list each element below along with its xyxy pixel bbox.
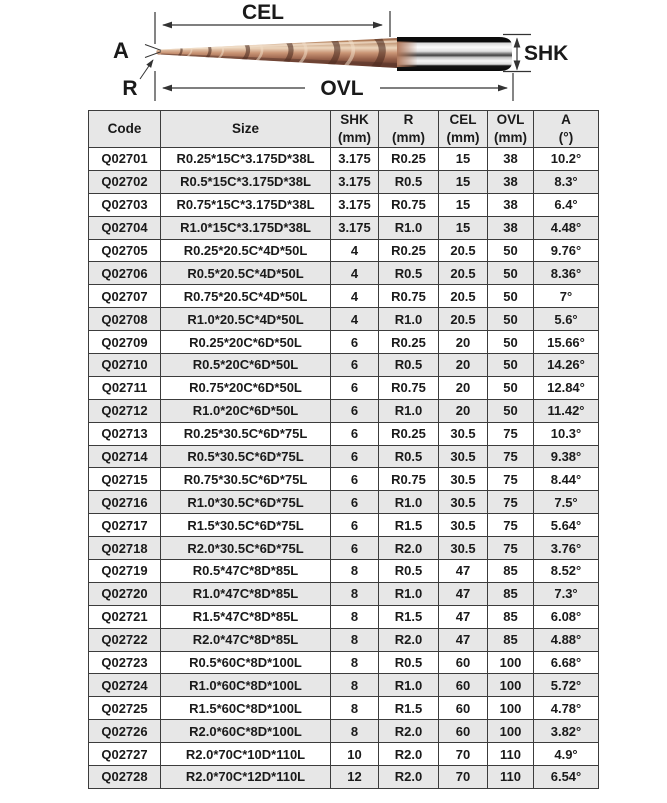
cell-size: R0.5*47C*8D*85L <box>161 560 331 583</box>
cell-shk: 6 <box>331 537 379 560</box>
cell-code: Q02725 <box>89 697 161 720</box>
cell-cel: 70 <box>439 766 488 789</box>
cell-size: R2.0*60C*8D*100L <box>161 720 331 743</box>
cell-a: 6.08° <box>534 605 599 628</box>
table-row <box>89 285 599 308</box>
cell-ovl: 100 <box>488 720 534 743</box>
table-row <box>89 354 599 377</box>
cell-r: R2.0 <box>379 743 439 766</box>
cell-shk: 8 <box>331 651 379 674</box>
cell-size: R0.25*15C*3.175D*38L <box>161 148 331 171</box>
cell-cel: 15 <box>439 216 488 239</box>
cell-a: 7.5° <box>534 491 599 514</box>
table-row <box>89 308 599 331</box>
cell-ovl: 50 <box>488 285 534 308</box>
cell-r: R2.0 <box>379 766 439 789</box>
cell-code: Q02709 <box>89 331 161 354</box>
table-row <box>89 468 599 491</box>
cell-shk: 3.175 <box>331 216 379 239</box>
cell-a: 14.26° <box>534 354 599 377</box>
cell-size: R1.0*20C*6D*50L <box>161 399 331 422</box>
cell-r: R1.5 <box>379 697 439 720</box>
cell-cel: 30.5 <box>439 491 488 514</box>
cell-size: R1.5*30.5C*6D*75L <box>161 514 331 537</box>
cell-shk: 8 <box>331 560 379 583</box>
cell-shk: 8 <box>331 674 379 697</box>
cell-r: R0.75 <box>379 285 439 308</box>
cell-ovl: 50 <box>488 376 534 399</box>
cell-r: R0.5 <box>379 445 439 468</box>
cell-cel: 20 <box>439 354 488 377</box>
cell-code: Q02721 <box>89 605 161 628</box>
cell-ovl: 100 <box>488 674 534 697</box>
cell-size: R2.0*47C*8D*85L <box>161 628 331 651</box>
cell-cel: 47 <box>439 605 488 628</box>
cell-code: Q02701 <box>89 148 161 171</box>
cell-cel: 20.5 <box>439 262 488 285</box>
cell-shk: 6 <box>331 354 379 377</box>
cell-ovl: 110 <box>488 766 534 789</box>
cell-code: Q02724 <box>89 674 161 697</box>
table-row <box>89 399 599 422</box>
cell-size: R0.75*20.5C*4D*50L <box>161 285 331 308</box>
table-row <box>89 491 599 514</box>
cell-ovl: 75 <box>488 468 534 491</box>
cell-ovl: 75 <box>488 445 534 468</box>
table-row <box>89 193 599 216</box>
cell-size: R1.0*20.5C*4D*50L <box>161 308 331 331</box>
cell-a: 11.42° <box>534 399 599 422</box>
cell-r: R1.0 <box>379 308 439 331</box>
cell-a: 5.72° <box>534 674 599 697</box>
cell-cel: 60 <box>439 651 488 674</box>
cell-shk: 6 <box>331 491 379 514</box>
cell-a: 8.52° <box>534 560 599 583</box>
cell-a: 4.88° <box>534 628 599 651</box>
spec-table-container <box>88 110 598 789</box>
cell-a: 4.48° <box>534 216 599 239</box>
cell-r: R0.5 <box>379 170 439 193</box>
cell-a: 9.38° <box>534 445 599 468</box>
table-row <box>89 445 599 468</box>
spec-table-body <box>89 148 599 789</box>
cell-r: R0.5 <box>379 354 439 377</box>
cell-ovl: 100 <box>488 651 534 674</box>
cell-size: R1.5*47C*8D*85L <box>161 605 331 628</box>
cell-size: R0.5*30.5C*6D*75L <box>161 445 331 468</box>
cell-size: R0.25*20.5C*4D*50L <box>161 239 331 262</box>
cell-ovl: 38 <box>488 216 534 239</box>
cell-cel: 20.5 <box>439 285 488 308</box>
cell-a: 10.2° <box>534 148 599 171</box>
cell-ovl: 50 <box>488 399 534 422</box>
cell-a: 8.3° <box>534 170 599 193</box>
cell-ovl: 38 <box>488 170 534 193</box>
cell-code: Q02712 <box>89 399 161 422</box>
cell-cel: 47 <box>439 628 488 651</box>
cell-shk: 12 <box>331 766 379 789</box>
cell-code: Q02722 <box>89 628 161 651</box>
cell-shk: 4 <box>331 239 379 262</box>
cell-shk: 6 <box>331 376 379 399</box>
cell-shk: 3.175 <box>331 170 379 193</box>
cell-r: R0.25 <box>379 239 439 262</box>
cell-r: R0.5 <box>379 262 439 285</box>
cell-ovl: 100 <box>488 697 534 720</box>
r-label: R <box>122 77 138 100</box>
cell-cel: 60 <box>439 697 488 720</box>
header-shk: SHK (mm) <box>331 111 379 148</box>
cell-code: Q02713 <box>89 422 161 445</box>
a-label: A <box>113 38 129 63</box>
cell-size: R1.0*60C*8D*100L <box>161 674 331 697</box>
cell-shk: 8 <box>331 582 379 605</box>
header-ovl: OVL (mm) <box>488 111 534 148</box>
shank-junction-copper-band <box>397 42 417 68</box>
r-leader-arrow <box>140 60 153 79</box>
table-row <box>89 720 599 743</box>
cell-size: R1.0*30.5C*6D*75L <box>161 491 331 514</box>
cell-code: Q02718 <box>89 537 161 560</box>
cell-ovl: 85 <box>488 628 534 651</box>
header-size: Size <box>161 111 331 148</box>
cell-a: 10.3° <box>534 422 599 445</box>
cell-r: R0.5 <box>379 560 439 583</box>
cell-a: 7.3° <box>534 582 599 605</box>
cell-ovl: 75 <box>488 537 534 560</box>
cell-cel: 30.5 <box>439 422 488 445</box>
cell-shk: 6 <box>331 399 379 422</box>
cell-a: 3.76° <box>534 537 599 560</box>
cell-r: R2.0 <box>379 537 439 560</box>
cell-code: Q02708 <box>89 308 161 331</box>
spec-table <box>88 110 599 789</box>
table-row <box>89 514 599 537</box>
cell-cel: 15 <box>439 193 488 216</box>
table-row <box>89 239 599 262</box>
cell-r: R0.5 <box>379 651 439 674</box>
cell-a: 5.6° <box>534 308 599 331</box>
cell-code: Q02727 <box>89 743 161 766</box>
cell-shk: 4 <box>331 262 379 285</box>
cell-ovl: 85 <box>488 582 534 605</box>
table-row <box>89 560 599 583</box>
cell-ovl: 50 <box>488 308 534 331</box>
cell-shk: 4 <box>331 285 379 308</box>
cell-cel: 30.5 <box>439 445 488 468</box>
cell-a: 4.78° <box>534 697 599 720</box>
table-row <box>89 697 599 720</box>
cell-shk: 6 <box>331 445 379 468</box>
cell-r: R0.25 <box>379 331 439 354</box>
table-row <box>89 422 599 445</box>
cell-a: 8.36° <box>534 262 599 285</box>
cell-cel: 20.5 <box>439 239 488 262</box>
table-row <box>89 743 599 766</box>
cell-r: R1.0 <box>379 674 439 697</box>
cell-cel: 30.5 <box>439 468 488 491</box>
cell-cel: 20 <box>439 331 488 354</box>
cell-code: Q02726 <box>89 720 161 743</box>
cell-code: Q02719 <box>89 560 161 583</box>
table-row <box>89 262 599 285</box>
table-row <box>89 766 599 789</box>
cell-ovl: 75 <box>488 491 534 514</box>
cell-size: R0.5*15C*3.175D*38L <box>161 170 331 193</box>
cell-a: 8.44° <box>534 468 599 491</box>
cell-ovl: 110 <box>488 743 534 766</box>
cell-code: Q02702 <box>89 170 161 193</box>
cell-cel: 60 <box>439 674 488 697</box>
cell-size: R0.5*20.5C*4D*50L <box>161 262 331 285</box>
cell-shk: 6 <box>331 331 379 354</box>
cell-code: Q02710 <box>89 354 161 377</box>
cell-code: Q02720 <box>89 582 161 605</box>
cell-a: 3.82° <box>534 720 599 743</box>
cell-code: Q02716 <box>89 491 161 514</box>
cell-r: R1.0 <box>379 399 439 422</box>
table-row <box>89 605 599 628</box>
cell-cel: 15 <box>439 148 488 171</box>
cell-ovl: 50 <box>488 239 534 262</box>
tool-illustration <box>0 0 667 110</box>
cell-r: R1.0 <box>379 491 439 514</box>
cell-a: 5.64° <box>534 514 599 537</box>
cell-cel: 15 <box>439 170 488 193</box>
header-code: Code <box>89 111 161 148</box>
cell-size: R0.5*20C*6D*50L <box>161 354 331 377</box>
cell-cel: 20 <box>439 376 488 399</box>
cell-r: R1.0 <box>379 216 439 239</box>
cell-ovl: 85 <box>488 560 534 583</box>
cell-size: R2.0*70C*10D*110L <box>161 743 331 766</box>
table-row <box>89 170 599 193</box>
shk-label: SHK <box>524 42 569 65</box>
cell-code: Q02706 <box>89 262 161 285</box>
cell-shk: 8 <box>331 605 379 628</box>
cell-ovl: 38 <box>488 148 534 171</box>
cell-cel: 47 <box>439 582 488 605</box>
cell-r: R0.75 <box>379 193 439 216</box>
table-row <box>89 331 599 354</box>
cell-ovl: 85 <box>488 605 534 628</box>
cell-code: Q02703 <box>89 193 161 216</box>
cell-r: R2.0 <box>379 720 439 743</box>
header-a: A (°) <box>534 111 599 148</box>
cell-a: 6.4° <box>534 193 599 216</box>
cell-a: 6.54° <box>534 766 599 789</box>
cell-shk: 8 <box>331 720 379 743</box>
cell-code: Q02714 <box>89 445 161 468</box>
cell-cel: 30.5 <box>439 514 488 537</box>
table-row <box>89 148 599 171</box>
cell-code: Q02728 <box>89 766 161 789</box>
cell-size: R1.0*15C*3.175D*38L <box>161 216 331 239</box>
table-row <box>89 216 599 239</box>
cell-cel: 47 <box>439 560 488 583</box>
cell-r: R2.0 <box>379 628 439 651</box>
ovl-label: OVL <box>320 77 364 100</box>
cell-code: Q02715 <box>89 468 161 491</box>
header-cel: CEL (mm) <box>439 111 488 148</box>
cell-size: R0.75*20C*6D*50L <box>161 376 331 399</box>
cell-r: R0.75 <box>379 376 439 399</box>
cell-r: R1.0 <box>379 582 439 605</box>
cell-a: 6.68° <box>534 651 599 674</box>
cell-shk: 8 <box>331 697 379 720</box>
cell-r: R0.25 <box>379 422 439 445</box>
cell-cel: 20 <box>439 399 488 422</box>
table-row <box>89 674 599 697</box>
cell-ovl: 50 <box>488 331 534 354</box>
cell-shk: 6 <box>331 514 379 537</box>
cell-ovl: 50 <box>488 354 534 377</box>
cell-cel: 70 <box>439 743 488 766</box>
cell-shk: 8 <box>331 628 379 651</box>
cell-code: Q02711 <box>89 376 161 399</box>
cell-ovl: 75 <box>488 422 534 445</box>
header-r: R (mm) <box>379 111 439 148</box>
cell-size: R0.75*30.5C*6D*75L <box>161 468 331 491</box>
table-row <box>89 537 599 560</box>
cell-r: R0.25 <box>379 148 439 171</box>
cell-cel: 30.5 <box>439 537 488 560</box>
cell-size: R0.25*20C*6D*50L <box>161 331 331 354</box>
cell-r: R0.75 <box>379 468 439 491</box>
cell-shk: 3.175 <box>331 148 379 171</box>
cell-shk: 10 <box>331 743 379 766</box>
cel-label: CEL <box>242 1 284 24</box>
cell-ovl: 75 <box>488 514 534 537</box>
cell-a: 9.76° <box>534 239 599 262</box>
cell-a: 12.84° <box>534 376 599 399</box>
cell-a: 4.9° <box>534 743 599 766</box>
cell-cel: 60 <box>439 720 488 743</box>
table-row <box>89 628 599 651</box>
cell-ovl: 50 <box>488 262 534 285</box>
cell-shk: 6 <box>331 422 379 445</box>
cell-code: Q02717 <box>89 514 161 537</box>
cell-size: R0.75*15C*3.175D*38L <box>161 193 331 216</box>
cell-a: 7° <box>534 285 599 308</box>
cell-shk: 6 <box>331 468 379 491</box>
table-row <box>89 582 599 605</box>
cell-code: Q02704 <box>89 216 161 239</box>
cell-shk: 4 <box>331 308 379 331</box>
cell-code: Q02707 <box>89 285 161 308</box>
spec-table-header <box>89 111 599 148</box>
cell-size: R0.25*30.5C*6D*75L <box>161 422 331 445</box>
cell-code: Q02705 <box>89 239 161 262</box>
cell-r: R1.5 <box>379 514 439 537</box>
table-row <box>89 376 599 399</box>
cell-ovl: 38 <box>488 193 534 216</box>
cell-a: 15.66° <box>534 331 599 354</box>
table-row <box>89 651 599 674</box>
cell-cel: 20.5 <box>439 308 488 331</box>
tool-diagram-svg <box>0 0 667 110</box>
cell-code: Q02723 <box>89 651 161 674</box>
cell-size: R0.5*60C*8D*100L <box>161 651 331 674</box>
cell-shk: 3.175 <box>331 193 379 216</box>
cell-size: R2.0*30.5C*6D*75L <box>161 537 331 560</box>
cell-size: R2.0*70C*12D*110L <box>161 766 331 789</box>
cell-r: R1.5 <box>379 605 439 628</box>
cell-size: R1.0*47C*8D*85L <box>161 582 331 605</box>
cell-size: R1.5*60C*8D*100L <box>161 697 331 720</box>
